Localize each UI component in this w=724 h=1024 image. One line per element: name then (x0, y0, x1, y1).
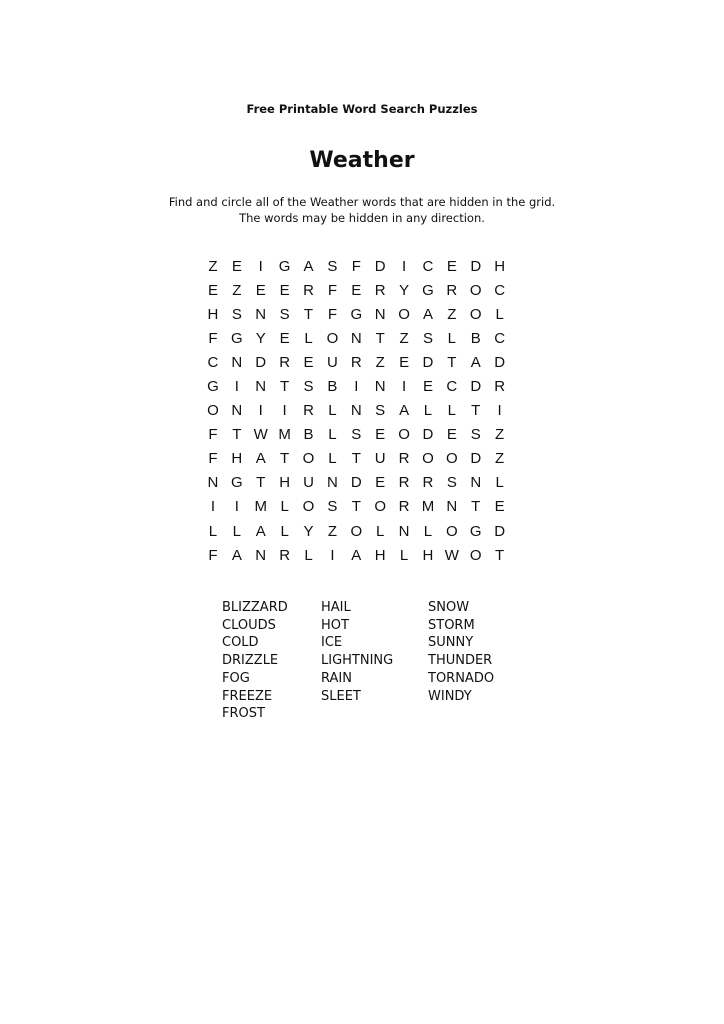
grid-letter: L (423, 522, 433, 540)
grid-letter: Z (375, 353, 385, 371)
grid-letter: I (258, 402, 263, 420)
grid-row (201, 350, 512, 374)
word-item: SNOW (428, 600, 470, 615)
grid-letter: F (208, 450, 218, 468)
grid-letter: L (328, 450, 337, 468)
grid-letter: E (399, 353, 410, 371)
grid-letter: T (280, 378, 290, 396)
grid-letter: Z (495, 426, 505, 444)
grid-letter: F (327, 281, 337, 299)
word-item: HOT (321, 617, 349, 633)
grid-letter: C (446, 378, 458, 396)
grid-letter: R (398, 450, 410, 468)
grid-letter: O (422, 450, 434, 468)
grid-letter: F (208, 546, 218, 564)
grid-letter: C (494, 329, 506, 347)
word-item: RAIN (321, 670, 352, 686)
grid-letter: S (351, 426, 362, 444)
grid-letter: D (470, 450, 482, 468)
grid-letter: O (469, 546, 482, 564)
grid-letter: L (376, 522, 385, 540)
site-header: Free Printable Word Search Puzzles (246, 102, 478, 116)
grid-letter: G (207, 378, 219, 396)
grid-letter: N (470, 474, 482, 492)
grid-letter: Y (255, 329, 266, 347)
grid-letter: R (279, 546, 291, 564)
grid-letter: N (350, 402, 362, 420)
word-item: ICE (321, 635, 343, 651)
grid-letter: T (375, 329, 385, 347)
grid-letter: E (446, 426, 457, 444)
grid-letter: L (399, 546, 409, 564)
grid-row (201, 399, 512, 423)
grid-letter: N (255, 305, 267, 323)
word-item: HAIL (321, 600, 351, 615)
grid-letter: B (303, 426, 314, 444)
grid-letter: O (469, 305, 482, 323)
word-item: STORM (428, 617, 475, 633)
grid-letter: L (495, 305, 504, 323)
word-column (222, 599, 321, 723)
word-column (428, 599, 518, 723)
grid-letter: I (234, 378, 239, 396)
word-item: WINDY (428, 688, 472, 704)
grid-letter: S (375, 402, 386, 420)
grid-letter: F (208, 426, 218, 444)
grid-letter: C (494, 281, 506, 299)
grid-letter: A (255, 522, 266, 540)
grid-letter: O (302, 498, 315, 516)
grid-letter: S (327, 257, 338, 275)
grid-letter: I (234, 498, 239, 516)
grid-letter: M (278, 426, 291, 444)
grid-letter: T (447, 353, 457, 371)
grid-letter: N (231, 353, 243, 371)
grid-letter: L (495, 474, 504, 492)
grid-letter: O (374, 498, 387, 516)
grid-letter: O (398, 426, 410, 444)
grid-letter: N (374, 305, 386, 323)
grid-letter: S (231, 305, 242, 323)
grid-letter: A (303, 257, 314, 275)
grid-letter: A (255, 450, 266, 468)
grid-letter: D (350, 474, 362, 492)
grid-letter: G (231, 474, 243, 492)
grid-letter: F (351, 257, 361, 275)
grid-letter: N (398, 522, 410, 540)
grid-letter: B (327, 378, 338, 396)
grid-letter: A (422, 305, 433, 323)
word-item: SLEET (321, 688, 361, 704)
grid-letter: A (399, 402, 410, 420)
word-item: LIGHTNING (321, 653, 394, 669)
grid-letter: O (326, 329, 339, 347)
grid-letter: T (471, 402, 481, 420)
grid-letter: E (279, 329, 290, 347)
grid-letter: D (422, 353, 434, 371)
grid-letter: H (422, 546, 434, 564)
grid-letter: L (447, 329, 457, 347)
grid-letter: L (304, 329, 313, 347)
grid-letter: I (401, 378, 407, 396)
grid-letter: O (398, 305, 410, 323)
grid-letter: H (231, 450, 243, 468)
grid-letter: G (422, 281, 434, 299)
grid-letter: F (327, 305, 337, 323)
grid-row (201, 423, 512, 447)
grid-letter: E (446, 257, 457, 275)
grid-letter: N (255, 378, 267, 396)
grid-letter: G (350, 305, 363, 323)
grid-letter: I (354, 378, 359, 396)
grid-letter: O (446, 522, 458, 540)
word-item: FOG (222, 670, 250, 686)
grid-letter: T (232, 426, 242, 444)
grid-letter: W (253, 426, 268, 444)
grid-row (201, 326, 512, 350)
word-item: DRIZZLE (222, 653, 279, 669)
grid-letter: N (231, 402, 243, 420)
grid-letter: Z (447, 305, 457, 323)
grid-letter: C (422, 257, 434, 275)
grid-row (201, 519, 512, 543)
grid-letter: R (398, 474, 410, 492)
grid-row (201, 447, 512, 471)
grid-letter: U (374, 450, 386, 468)
grid-letter: E (231, 257, 242, 275)
grid-letter: W (444, 546, 459, 564)
grid-letter: Z (327, 522, 337, 540)
grid-letter: R (303, 281, 314, 299)
grid-row (201, 278, 512, 302)
grid-letter: L (232, 522, 241, 540)
grid-letter: E (207, 281, 218, 299)
grid-letter: N (207, 474, 219, 492)
grid-letter: E (303, 353, 314, 371)
grid-letter: O (207, 402, 219, 420)
grid-letter: L (304, 546, 313, 564)
instructions-line: Find and circle all of the Weather words that are hidden in the grid. (168, 195, 556, 209)
grid-letter: N (374, 378, 386, 396)
grid-letter: L (208, 522, 218, 540)
word-item: CLOUDS (222, 617, 276, 633)
grid-letter: T (256, 474, 266, 492)
grid-letter: O (302, 450, 315, 468)
grid-letter: G (231, 329, 243, 347)
grid-row (201, 543, 512, 567)
grid-letter: I (330, 546, 335, 564)
grid-letter: R (398, 498, 410, 516)
grid-letter: E (351, 281, 362, 299)
letter-grid (201, 254, 512, 567)
grid-letter: M (254, 498, 267, 516)
grid-letter: I (497, 402, 502, 420)
instructions (0, 194, 724, 226)
word-column (321, 599, 428, 723)
grid-letter: S (303, 378, 314, 396)
grid-letter: S (279, 305, 290, 323)
grid-letter: L (280, 498, 289, 516)
grid-letter: I (401, 257, 407, 275)
grid-row (201, 471, 512, 495)
grid-letter: R (422, 474, 434, 492)
grid-letter: D (422, 426, 434, 444)
grid-letter: S (327, 498, 338, 516)
instructions-line: The words may be hidden in any direction. (239, 211, 485, 225)
grid-letter: U (326, 353, 338, 371)
grid-letter: B (470, 329, 481, 347)
grid-letter: R (303, 402, 314, 420)
grid-row (201, 254, 512, 278)
grid-letter: N (350, 329, 362, 347)
grid-letter: G (278, 257, 291, 275)
word-item: COLD (222, 635, 259, 651)
grid-letter: E (422, 378, 433, 396)
grid-letter: E (375, 426, 386, 444)
grid-letter: Z (495, 450, 505, 468)
grid-row (201, 302, 512, 326)
grid-letter: C (207, 353, 219, 371)
grid-letter: I (210, 498, 216, 516)
grid-letter: R (279, 353, 291, 371)
grid-letter: H (494, 257, 506, 275)
grid-letter: O (469, 281, 482, 299)
grid-letter: L (280, 522, 289, 540)
grid-row (201, 374, 512, 398)
word-item: FROST (222, 706, 265, 722)
grid-letter: T (351, 498, 361, 516)
word-item: THUNDER (428, 653, 493, 669)
grid-letter: E (375, 474, 386, 492)
word-item: SUNNY (428, 635, 474, 651)
grid-letter: S (470, 426, 481, 444)
grid-letter: G (469, 522, 482, 540)
grid-letter: S (446, 474, 457, 492)
grid-letter: N (255, 546, 267, 564)
grid-letter: O (350, 522, 363, 540)
grid-letter: H (207, 305, 219, 323)
grid-letter: R (374, 281, 386, 299)
grid-letter: O (446, 450, 458, 468)
word-list (222, 599, 518, 723)
word-item: FREEZE (222, 688, 273, 704)
grid-letter: D (374, 257, 386, 275)
grid-letter: H (374, 546, 386, 564)
word-item: BLIZZARD (222, 600, 288, 615)
grid-letter: I (258, 257, 263, 275)
grid-letter: T (351, 450, 361, 468)
grid-letter: D (470, 257, 482, 275)
grid-letter: E (279, 281, 290, 299)
grid-letter: L (328, 426, 337, 444)
grid-letter: F (208, 329, 218, 347)
grid-letter: D (494, 353, 506, 371)
grid-letter: Y (399, 281, 410, 299)
grid-letter: D (494, 522, 506, 540)
grid-letter: T (495, 546, 505, 564)
grid-letter: T (471, 498, 481, 516)
grid-letter: Z (232, 281, 242, 299)
grid-letter: L (447, 402, 457, 420)
grid-letter: E (255, 281, 266, 299)
grid-letter: A (470, 353, 481, 371)
grid-letter: U (303, 474, 314, 492)
grid-letter: Z (399, 329, 409, 347)
grid-letter: R (446, 281, 458, 299)
grid-letter: A (351, 546, 362, 564)
grid-letter: T (280, 450, 290, 468)
grid-row (201, 495, 512, 519)
grid-letter: M (421, 498, 435, 516)
grid-letter: R (350, 353, 362, 371)
puzzle-title: Weather (309, 148, 415, 173)
grid-letter: L (423, 402, 433, 420)
grid-letter: I (282, 402, 287, 420)
grid-letter: L (328, 402, 337, 420)
grid-letter: S (422, 329, 433, 347)
grid-letter: Y (303, 522, 314, 540)
grid-letter: Z (208, 257, 218, 275)
grid-letter: R (494, 378, 506, 396)
grid-letter: N (446, 498, 458, 516)
grid-letter: H (279, 474, 291, 492)
grid-letter: T (303, 305, 314, 323)
grid-letter: E (494, 498, 505, 516)
grid-letter: D (470, 378, 482, 396)
grid-letter: D (255, 353, 267, 371)
grid-letter: A (231, 546, 242, 564)
grid-letter: N (326, 474, 338, 492)
word-item: TORNADO (428, 670, 495, 686)
